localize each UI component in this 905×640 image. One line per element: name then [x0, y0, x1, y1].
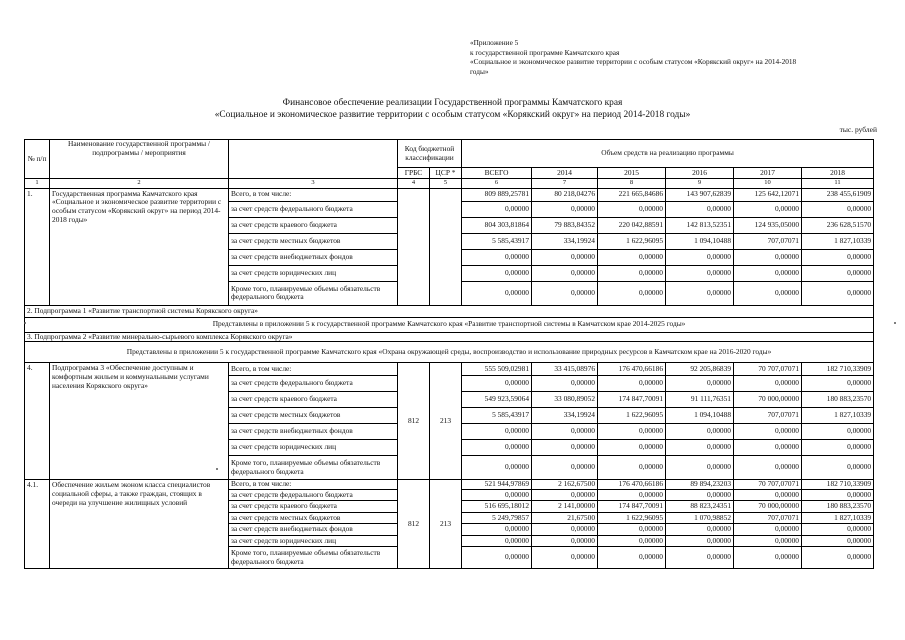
value-total: 549 923,59064	[462, 392, 532, 408]
value-2018: 180 883,23570	[802, 392, 874, 408]
value-2016: 1 070,98852	[666, 513, 734, 524]
value-2018: 0,00000	[802, 265, 874, 281]
data-row-total	[25, 363, 874, 376]
col-num: 7	[532, 179, 598, 189]
value-2017: 0,00000	[734, 424, 802, 440]
col-num: 1	[25, 179, 50, 189]
value-2015: 0,00000	[598, 456, 666, 480]
column-number-row	[25, 179, 874, 189]
funding-source-label: Всего, в том числе:	[229, 363, 398, 376]
header-grbs: ГРБС	[398, 168, 430, 179]
subprogram-2-title: 2. Подпрограмма 1 «Развитие транспортной системы Корякского округа»	[25, 305, 874, 317]
value-total: 0,00000	[462, 524, 532, 536]
value-2018: 182 710,33909	[802, 363, 874, 376]
value-total: 516 695,18012	[462, 501, 532, 513]
value-2015: 0,00000	[598, 547, 666, 569]
value-2017: 707,07071	[734, 408, 802, 424]
scan-speck	[24, 322, 26, 324]
value-2015: 0,00000	[598, 249, 666, 265]
value-2015: 174 847,70091	[598, 392, 666, 408]
value-2015: 0,00000	[598, 281, 666, 305]
funding-source-label: Всего, в том числе:	[229, 480, 398, 490]
value-2018: 0,00000	[802, 547, 874, 569]
value-2015: 1 622,96095	[598, 513, 666, 524]
value-2014: 0,00000	[532, 281, 598, 305]
col-num: 8	[598, 179, 666, 189]
funding-source-label: за счет средств краевого бюджета	[229, 217, 398, 233]
value-2014: 0,00000	[532, 547, 598, 569]
value-2014: 79 883,84352	[532, 217, 598, 233]
value-2017: 124 935,05000	[734, 217, 802, 233]
value-2016: 0,00000	[666, 249, 734, 265]
value-total: 809 889,25781	[462, 188, 532, 201]
annex-line-3: «Социальное и экономическое развитие территории с особым статусом «Корякский округ» на 2014-2018	[470, 57, 797, 67]
scan-speck	[216, 468, 218, 470]
annex-header	[470, 38, 890, 76]
value-2014: 33 080,89052	[532, 392, 598, 408]
value-total: 5 585,43917	[462, 408, 532, 424]
value-2015: 0,00000	[598, 490, 666, 501]
value-total: 0,00000	[462, 424, 532, 440]
funding-source-label: за счет средств местных бюджетов	[229, 513, 398, 524]
col-num: 10	[734, 179, 802, 189]
header-year-2015: 2015	[598, 168, 666, 179]
value-2017: 0,00000	[734, 201, 802, 217]
funding-source-label: за счет средств юридических лиц	[229, 265, 398, 281]
header-year-2017: 2017	[734, 168, 802, 179]
header-row-1	[25, 140, 874, 168]
grbs-code: 812	[398, 363, 430, 480]
subprogram-2-note: Представлены в приложении 5 к государственной программе Камчатского края «Развитие транспортной системы в Камчатском крае 2014-2025 годы»	[25, 317, 874, 332]
data-row-total	[25, 480, 874, 490]
value-2016: 1 094,10488	[666, 233, 734, 249]
document-title-line-2: «Социальное и экономическое развитие территории с особым статусом «Корякский округ» на период 2014-2018 годы»	[214, 110, 691, 120]
value-2018: 0,00000	[802, 376, 874, 392]
subprogram-2	[25, 305, 874, 363]
value-total: 0,00000	[462, 249, 532, 265]
value-2017: 125 642,12071	[734, 188, 802, 201]
value-2016: 0,00000	[666, 265, 734, 281]
header-code: Код бюджетной классификации	[398, 140, 462, 168]
value-2014: 0,00000	[532, 265, 598, 281]
value-2016: 89 894,23203	[666, 480, 734, 490]
program-name: Государственная программа Камчатского края «Социальное и экономическое развитие территории с особым статусом «Корякский округ» на период 2014-2018 годы»	[50, 188, 229, 305]
program-name: Подпрограмма 3 «Обеспечение доступным и комфортным жильем и коммунальными услугами населения Корякского округа»	[50, 363, 229, 480]
funding-source-label: за счет средств федерального бюджета	[229, 201, 398, 217]
value-2017: 0,00000	[734, 536, 802, 547]
value-2018: 0,00000	[802, 281, 874, 305]
header-num: № п/п	[25, 140, 50, 179]
value-2016: 92 205,86839	[666, 363, 734, 376]
value-2018: 0,00000	[802, 456, 874, 480]
value-2017: 0,00000	[734, 456, 802, 480]
value-2018: 0,00000	[802, 440, 874, 456]
value-2017: 0,00000	[734, 281, 802, 305]
annex-line-1: «Приложение 5	[470, 38, 519, 47]
value-2014: 80 218,04276	[532, 188, 598, 201]
funding-source-label: Кроме того, планируемые объемы обязательств федерального бюджета	[229, 281, 398, 305]
value-2014: 33 415,08976	[532, 363, 598, 376]
header-csr: ЦСР *	[430, 168, 462, 179]
funding-source-label: за счет средств местных бюджетов	[229, 408, 398, 424]
program-name: Обеспечение жильем эконом класса специалистов социальной сферы, а также граждан, стоящих в очереди на улучшение жилищных условий	[50, 480, 229, 569]
value-2014: 0,00000	[532, 524, 598, 536]
col-num: 2	[50, 179, 229, 189]
value-2017: 0,00000	[734, 265, 802, 281]
value-total: 5 249,79857	[462, 513, 532, 524]
value-2014: 0,00000	[532, 201, 598, 217]
value-2018: 0,00000	[802, 249, 874, 265]
value-2018: 236 628,51570	[802, 217, 874, 233]
col-num: 11	[802, 179, 874, 189]
value-2017: 0,00000	[734, 524, 802, 536]
value-2017: 707,07071	[734, 233, 802, 249]
value-2016: 88 823,24351	[666, 501, 734, 513]
value-2018: 1 827,10339	[802, 233, 874, 249]
value-2017: 0,00000	[734, 440, 802, 456]
value-2015: 176 470,66186	[598, 480, 666, 490]
value-2016: 0,00000	[666, 536, 734, 547]
header-blank	[229, 140, 398, 179]
value-2016: 0,00000	[666, 490, 734, 501]
funding-source-label: за счет средств федерального бюджета	[229, 490, 398, 501]
value-2016: 0,00000	[666, 281, 734, 305]
value-2016: 0,00000	[666, 547, 734, 569]
funding-source-label: за счет средств внебюджетных фондов	[229, 249, 398, 265]
annex-line-4: годы»	[470, 66, 489, 76]
value-2016: 1 094,10488	[666, 408, 734, 424]
value-2015: 0,00000	[598, 524, 666, 536]
value-2018: 0,00000	[802, 424, 874, 440]
header-name: Наименование государственной программы / подпрограммы / мероприятия	[50, 140, 229, 179]
value-2014: 334,19924	[532, 233, 598, 249]
header-volume: Объем средств на реализацию программы	[462, 140, 874, 168]
value-2016: 0,00000	[666, 201, 734, 217]
value-2018: 0,00000	[802, 524, 874, 536]
value-2018: 0,00000	[802, 490, 874, 501]
row-number: 1.	[25, 188, 50, 305]
row-number: 4.	[25, 363, 50, 480]
value-2018: 0,00000	[802, 536, 874, 547]
document-title-line-1: Финансовое обеспечение реализации Государственной программы Камчатского края	[282, 98, 623, 108]
annex-line-2: к государственной программе Камчатского края	[470, 47, 620, 57]
header-year-2016: 2016	[666, 168, 734, 179]
value-2018: 0,00000	[802, 201, 874, 217]
subprogram-3-note: Представлены в приложении 5 к государственной программе Камчатского края «Охрана окружающей среды, воспроизводство и использование природных ресурсов в Камчатском крае на 2016-2020 годы»	[25, 342, 874, 363]
value-2015: 220 042,88591	[598, 217, 666, 233]
value-2015: 0,00000	[598, 440, 666, 456]
value-total: 0,00000	[462, 536, 532, 547]
value-2016: 0,00000	[666, 376, 734, 392]
funding-source-label: за счет средств краевого бюджета	[229, 392, 398, 408]
value-2017: 0,00000	[734, 547, 802, 569]
value-2014: 2 162,67500	[532, 480, 598, 490]
value-total: 0,00000	[462, 547, 532, 569]
col-num: 3	[229, 179, 398, 189]
value-2016: 143 907,62839	[666, 188, 734, 201]
value-2018: 1 827,10339	[802, 408, 874, 424]
grbs-code: 812	[398, 480, 430, 569]
value-total: 0,00000	[462, 456, 532, 480]
grbs-code	[398, 188, 430, 305]
value-2016: 91 111,76351	[666, 392, 734, 408]
value-2017: 0,00000	[734, 249, 802, 265]
value-total: 0,00000	[462, 490, 532, 501]
funding-source-label: за счет средств юридических лиц	[229, 536, 398, 547]
financing-table	[24, 139, 874, 569]
csr-code	[430, 188, 462, 305]
funding-source-label: за счет средств внебюджетных фондов	[229, 424, 398, 440]
col-num: 5	[430, 179, 462, 189]
value-2014: 0,00000	[532, 424, 598, 440]
section-4-1	[25, 480, 874, 569]
value-2015: 0,00000	[598, 424, 666, 440]
value-2018: 182 710,33909	[802, 480, 874, 490]
value-total: 0,00000	[462, 440, 532, 456]
funding-source-label: Всего, в том числе:	[229, 188, 398, 201]
value-2015: 221 665,84686	[598, 188, 666, 201]
value-2018: 238 455,61909	[802, 188, 874, 201]
value-2014: 21,67500	[532, 513, 598, 524]
value-total: 0,00000	[462, 265, 532, 281]
funding-source-label: за счет средств внебюджетных фондов	[229, 524, 398, 536]
value-2015: 0,00000	[598, 265, 666, 281]
value-2017: 707,07071	[734, 513, 802, 524]
section-1	[25, 188, 874, 305]
value-2016: 0,00000	[666, 440, 734, 456]
value-2014: 0,00000	[532, 440, 598, 456]
header-year-2018: 2018	[802, 168, 874, 179]
value-2015: 1 622,96095	[598, 233, 666, 249]
value-total: 0,00000	[462, 281, 532, 305]
col-num: 6	[462, 179, 532, 189]
value-total: 521 944,97869	[462, 480, 532, 490]
subprogram-3-title: 3. Подпрограмма 2 «Развитие минерально-сырьевого комплекса Корякского округа»	[25, 332, 874, 342]
value-2014: 2 141,00000	[532, 501, 598, 513]
value-total: 804 303,81864	[462, 217, 532, 233]
value-2016: 0,00000	[666, 424, 734, 440]
header-year-total: ВСЕГО	[462, 168, 532, 179]
funding-source-label: за счет средств краевого бюджета	[229, 501, 398, 513]
funding-source-label: за счет средств юридических лиц	[229, 440, 398, 456]
value-2016: 0,00000	[666, 524, 734, 536]
value-2014: 0,00000	[532, 249, 598, 265]
value-2014: 0,00000	[532, 456, 598, 480]
value-2016: 0,00000	[666, 456, 734, 480]
value-2014: 0,00000	[532, 536, 598, 547]
funding-source-label: Кроме того, планируемые объемы обязательств федерального бюджета	[229, 456, 398, 480]
value-total: 0,00000	[462, 201, 532, 217]
funding-source-label: Кроме того, планируемые объемы обязательств федерального бюджета	[229, 547, 398, 569]
csr-code: 213	[430, 480, 462, 569]
col-num: 9	[666, 179, 734, 189]
units-label: тыс. рублей	[839, 125, 877, 134]
value-2017: 0,00000	[734, 376, 802, 392]
funding-source-label: за счет средств местных бюджетов	[229, 233, 398, 249]
value-total: 555 509,02981	[462, 363, 532, 376]
csr-code: 213	[430, 363, 462, 480]
value-total: 5 585,43917	[462, 233, 532, 249]
value-2015: 0,00000	[598, 536, 666, 547]
value-2014: 0,00000	[532, 490, 598, 501]
value-2017: 0,00000	[734, 490, 802, 501]
value-2017: 70 707,07071	[734, 480, 802, 490]
col-num: 4	[398, 179, 430, 189]
value-total: 0,00000	[462, 376, 532, 392]
value-2017: 70 000,00000	[734, 392, 802, 408]
value-2016: 142 813,52351	[666, 217, 734, 233]
row-number: 4.1.	[25, 480, 50, 569]
value-2018: 180 883,23570	[802, 501, 874, 513]
section-4	[25, 363, 874, 480]
value-2015: 174 847,70091	[598, 501, 666, 513]
value-2018: 1 827,10339	[802, 513, 874, 524]
scan-speck	[894, 322, 896, 324]
value-2017: 70 000,00000	[734, 501, 802, 513]
header-year-2014: 2014	[532, 168, 598, 179]
value-2015: 0,00000	[598, 376, 666, 392]
value-2015: 1 622,96095	[598, 408, 666, 424]
data-row-total	[25, 188, 874, 201]
value-2014: 334,19924	[532, 408, 598, 424]
value-2015: 0,00000	[598, 201, 666, 217]
value-2015: 176 470,66186	[598, 363, 666, 376]
value-2017: 70 707,07071	[734, 363, 802, 376]
funding-source-label: за счет средств федерального бюджета	[229, 376, 398, 392]
value-2014: 0,00000	[532, 376, 598, 392]
